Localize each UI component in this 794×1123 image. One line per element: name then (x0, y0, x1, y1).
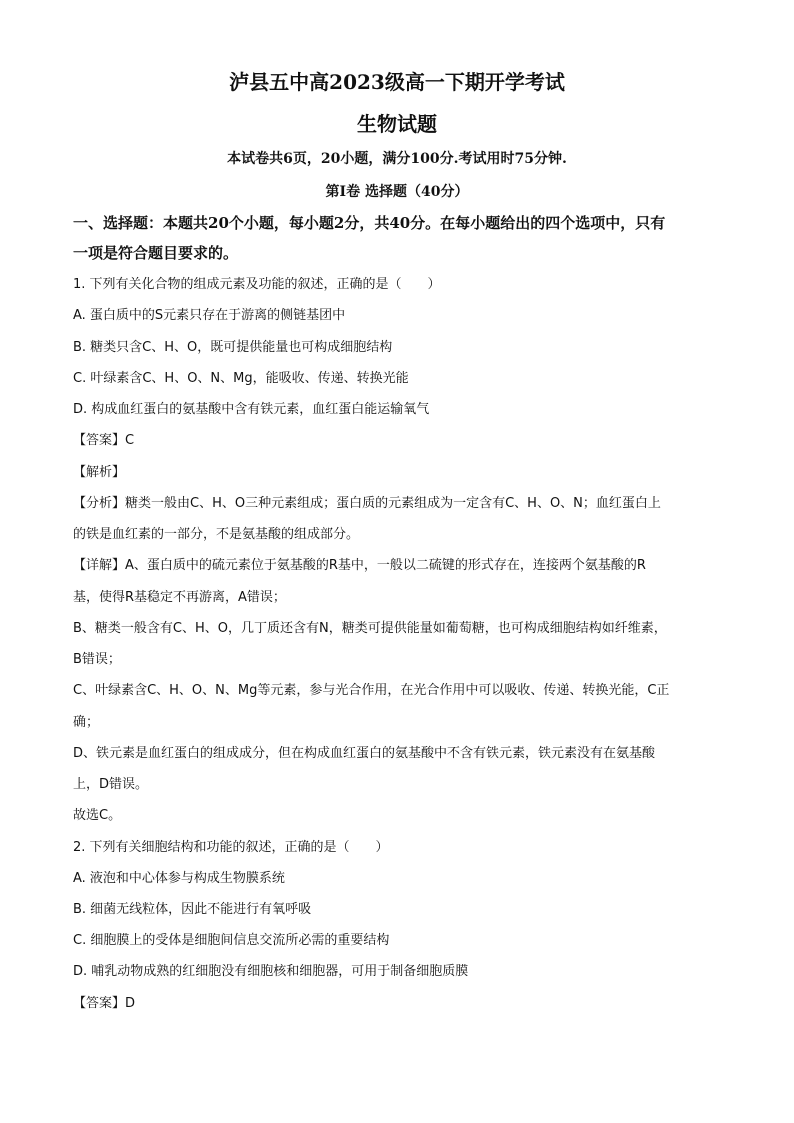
q2-option-b: B. 细菌无线粒体，因此不能进行有氧呼吸 (73, 902, 312, 917)
q1-analysis-title: 【解析】 (73, 465, 126, 480)
instructions-line-2: 一项是符合题目要求的。 (73, 244, 239, 262)
q2-option-d: D. 哺乳动物成熟的红细胞没有细胞核和细胞器，可用于制备细胞质膜 (73, 964, 469, 979)
q1-stem: 1. 下列有关化合物的组成元素及功能的叙述，正确的是（ ） (73, 277, 441, 292)
q1-fenxi-line-2: 的铁是血红素的一部分，不是氨基酸的组成部分。 (73, 527, 360, 542)
q2-option-c: C. 细胞膜上的受体是细胞间信息交流所必需的重要结构 (73, 933, 390, 948)
q1-option-c: C. 叶绿素含C、H、O、N、Mg，能吸收、传递、转换光能 (73, 371, 409, 386)
q1-conclusion: 故选C。 (73, 808, 122, 823)
q1-detail-d-line-1: D、铁元素是血红蛋白的组成成分，但在构成血红蛋白的氨基酸中不含有铁元素，铁元素没有在氨基酸 (73, 746, 656, 761)
subject-title: 生物试题 (357, 112, 437, 136)
q1-option-b: B. 糖类只含C、H、O，既可提供能量也可构成细胞结构 (73, 340, 393, 355)
q2-answer: 【答案】D (73, 996, 136, 1011)
q1-answer: 【答案】C (73, 433, 135, 448)
q1-detail-b-line-2: B错误； (73, 652, 121, 667)
q1-option-d: D. 构成血红蛋白的氨基酸中含有铁元素，血红蛋白能运输氧气 (73, 402, 430, 417)
q2-stem: 2. 下列有关细胞结构和功能的叙述，正确的是（ ） (73, 840, 389, 855)
exam-info: 本试卷共6页，20小题，满分100分.考试用时75分钟. (227, 151, 567, 167)
q1-detail-line-1: 【详解】A、蛋白质中的硫元素位于氨基酸的R基中，一般以二硫键的形式存在，连接两个氨基酸的R (73, 558, 646, 573)
exam-title: 泸县五中高2023级高一下期开学考试 (229, 70, 565, 94)
instructions-line-1: 一、选择题：本题共20个小题，每小题2分，共40分。在每小题给出的四个选项中，只有 (73, 214, 666, 232)
section-title: 第I卷 选择题（40分） (325, 184, 469, 200)
q1-option-a: A. 蛋白质中的S元素只存在于游离的侧链基团中 (73, 308, 346, 323)
q2-option-a: A. 液泡和中心体参与构成生物膜系统 (73, 871, 285, 886)
q1-detail-line-2: 基，使得R基稳定不再游离，A错误； (73, 590, 286, 605)
q1-detail-d-line-2: 上，D错误。 (73, 777, 149, 792)
q1-detail-c-line-1: C、叶绿素含C、H、O、N、Mg等元素，参与光合作用，在光合作用中可以吸收、传递、转换光能，C正 (73, 683, 670, 698)
q1-fenxi-line-1: 【分析】糖类一般由C、H、O三种元素组成；蛋白质的元素组成为一定含有C、H、O、N；血红蛋白上 (73, 496, 661, 511)
q1-detail-b-line-1: B、糖类一般含有C、H、O，几丁质还含有N，糖类可提供能量如葡萄糖，也可构成细胞结构如纤维素， (73, 621, 667, 636)
q1-detail-c-line-2: 确； (73, 715, 100, 730)
